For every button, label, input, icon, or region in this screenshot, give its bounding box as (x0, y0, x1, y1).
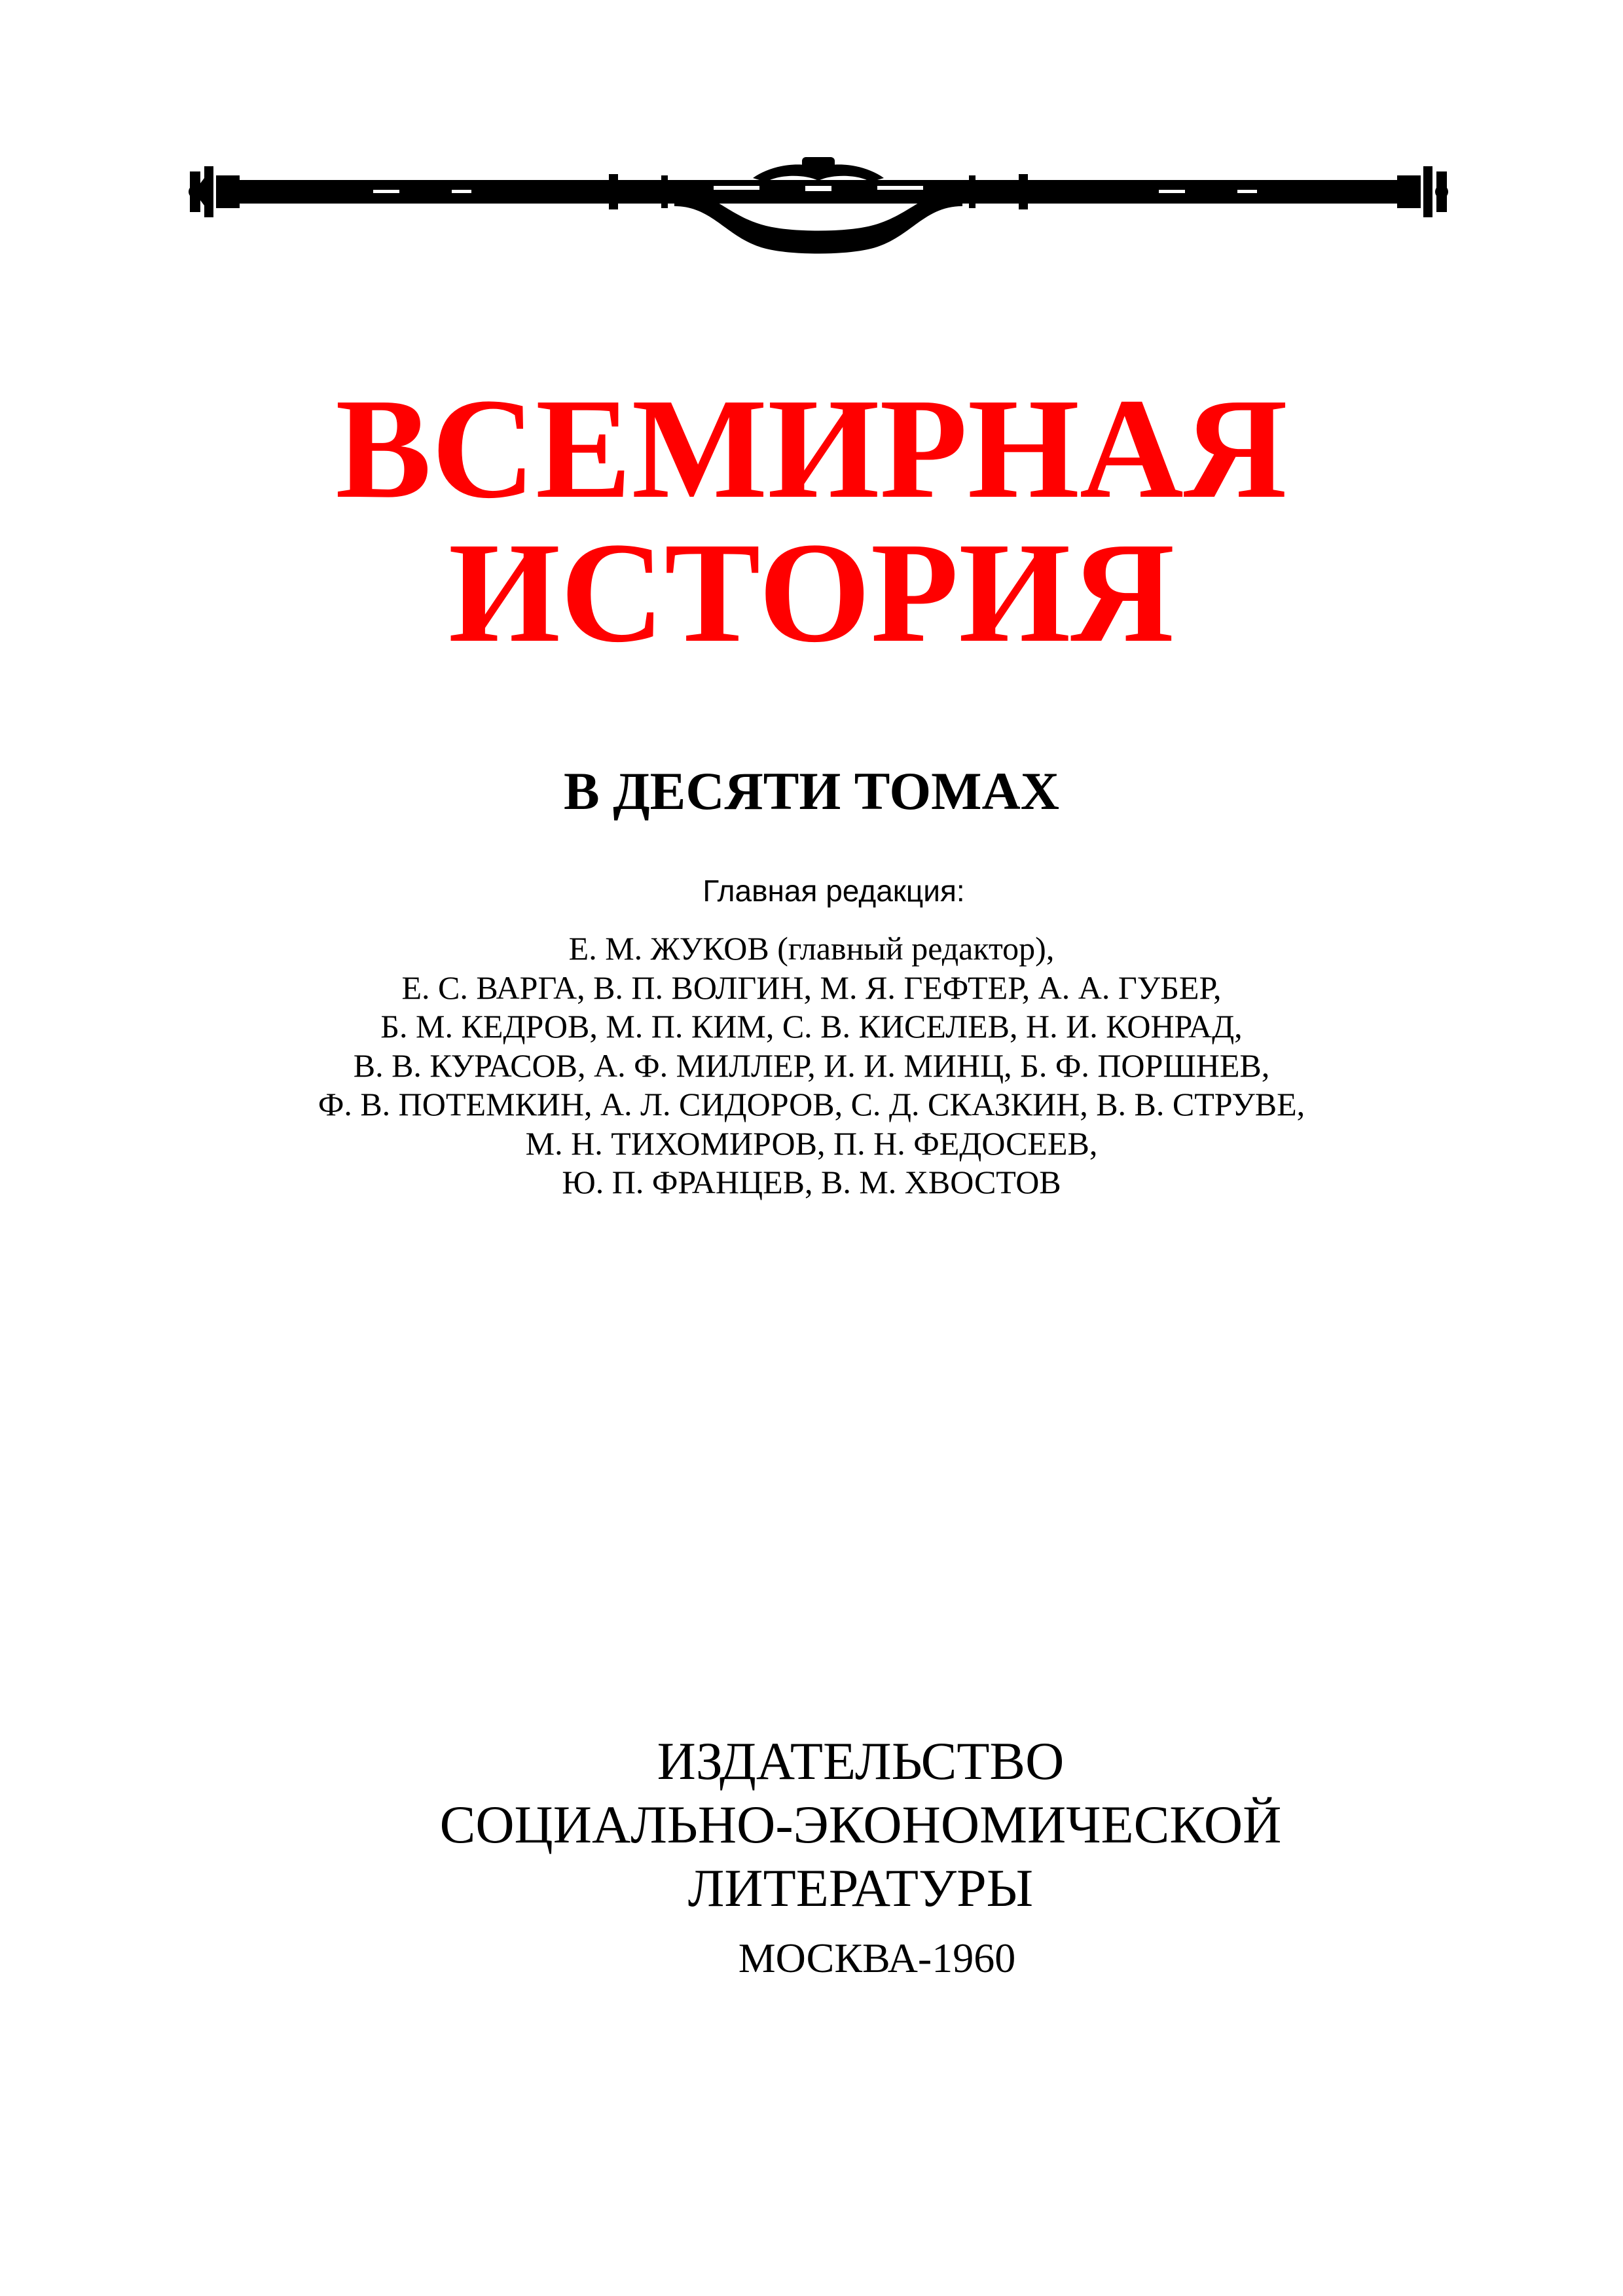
editors-list (0, 929, 1623, 1202)
city-year: МОСКВА-1960 (738, 1935, 1016, 1981)
title-line-1: ВСЕМИРНАЯ (335, 368, 1288, 528)
publisher-block (0, 1729, 1623, 1920)
publisher-line: ИЗДАТЕЛЬСТВО (657, 1731, 1065, 1791)
editors-line: Е. С. ВАРГА, В. П. ВОЛГИН, М. Я. ГЕФТЕР, А. А. ГУБЕР, (401, 969, 1222, 1006)
editors-line: Е. М. ЖУКОВ (главный редактор), (568, 930, 1055, 967)
publisher-line: СОЦИАЛЬНО-ЭКОНОМИЧЕСКОЙ (439, 1795, 1282, 1854)
volume-subtitle: В ДЕСЯТИ ТОМАХ (564, 761, 1059, 821)
decorative-rod-ornament-icon (177, 118, 1460, 301)
editors-line: Ю. П. ФРАНЦЕВ, В. М. ХВОСТОВ (562, 1164, 1061, 1200)
publisher-line: ЛИТЕРАТУРЫ (687, 1858, 1034, 1918)
editors-line: Ф. В. ПОТЕМКИН, А. Л. СИДОРОВ, С. Д. СКАЗКИН, В. В. СТРУВЕ, (318, 1086, 1305, 1122)
editors-line: Б. М. КЕДРОВ, М. П. КИМ, С. В. КИСЕЛЕВ, Н. И. КОНРАД, (380, 1008, 1243, 1045)
editorial-board-label: Главная редакция: (702, 874, 965, 908)
editors-line: М. Н. ТИХОМИРОВ, П. Н. ФЕДОСЕЕВ, (525, 1124, 1098, 1162)
title-line-2: ИСТОРИЯ (448, 512, 1175, 672)
editors-line: В. В. КУРАСОВ, А. Ф. МИЛЛЕР, И. И. МИНЦ, Б. Ф. ПОРШНЕВ, (353, 1047, 1270, 1084)
